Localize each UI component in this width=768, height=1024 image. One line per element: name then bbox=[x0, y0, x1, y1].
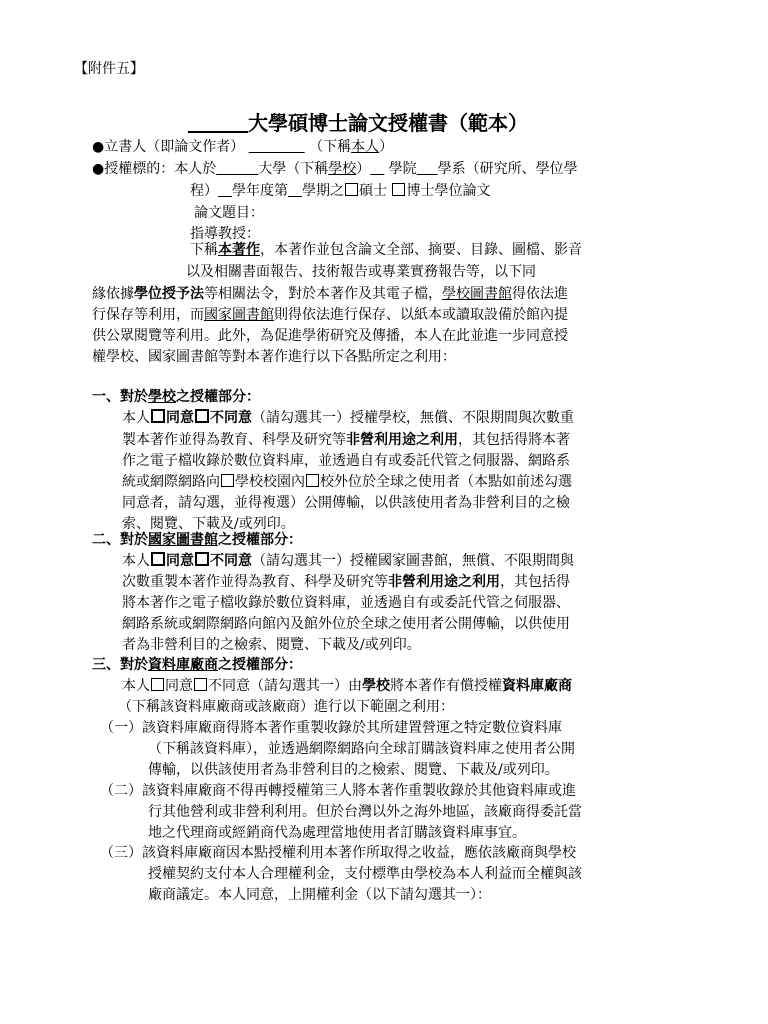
sec1-agree-label: 同意 bbox=[166, 410, 194, 426]
sec1-l2a: 製本著作並得為教育、科學及研究等 bbox=[122, 432, 346, 448]
sec1-campus-label: 學校校園內 bbox=[235, 474, 305, 490]
section-3-heading bbox=[92, 655, 302, 675]
advisor-label: 指導教授： bbox=[190, 226, 260, 242]
sec1-l4c: 校外位於全球之使用者（本點如前述勾選 bbox=[320, 474, 572, 490]
sec3-line-1 bbox=[122, 676, 572, 696]
sec2-line-2 bbox=[122, 572, 570, 592]
sec1-line-2 bbox=[122, 430, 570, 450]
sec1-l2c: ，其包括得將本著 bbox=[458, 432, 570, 448]
intro-l1a: 緣依據 bbox=[92, 286, 134, 302]
sec3-head-a: 三、對於 bbox=[92, 657, 148, 673]
section-1-heading bbox=[92, 387, 260, 407]
attachment-label: 【附件五】 bbox=[74, 61, 144, 77]
sec2-agree-label: 同意 bbox=[166, 553, 194, 569]
sec1-line-3: 作之電子檔收錄於數位資料庫，並透過自有或委託代管之伺服器、網路系 bbox=[122, 453, 570, 469]
sec1-line-1 bbox=[122, 408, 574, 428]
sec2-l1b: （請勾選其一）授權國家圖書館，無償、不限期間與 bbox=[252, 553, 574, 569]
sec1-line-4 bbox=[122, 472, 572, 492]
intro-line-1 bbox=[92, 284, 568, 304]
subject-l2e: 學期之 bbox=[302, 183, 344, 199]
sec1-campus-checkbox[interactable] bbox=[221, 474, 234, 487]
sec3-item3-line2: 授權契約支付本人合理權利金，支付標準由學校為本人利益而全權與該 bbox=[148, 866, 582, 882]
sec3-school: 學校 bbox=[362, 678, 390, 694]
sec1-offcampus-checkbox[interactable] bbox=[306, 474, 319, 487]
sec2-line-3: 將本著作之電子檔收錄於數位資料庫，並透過自有或委託代管之伺服器、 bbox=[122, 595, 570, 611]
def-a: 下稱 bbox=[190, 242, 218, 258]
title-text: 大學碩博士論文授權書（範本） bbox=[248, 111, 528, 135]
intro-line-2 bbox=[92, 305, 568, 325]
grantor-suffix-c: ） bbox=[379, 139, 394, 155]
intro-school-library: 學校圖書館 bbox=[442, 286, 512, 302]
subject-line-1 bbox=[92, 159, 578, 179]
sec1-disagree-checkbox[interactable] bbox=[195, 409, 209, 423]
sec3-agree-label: 同意 bbox=[165, 678, 193, 694]
intro-line-4: 權學校、國家圖書館等對本著作進行以下各點所定之利用： bbox=[92, 349, 456, 365]
sec3-head-c: 之授權部分： bbox=[218, 657, 302, 673]
intro-l2c: 則得依法進行保存、以紙本或讀取設備於館內提 bbox=[274, 307, 568, 323]
doctor-checkbox[interactable] bbox=[392, 183, 405, 196]
sec1-line-6: 索、閱覽、下載及/或列印。 bbox=[122, 516, 295, 532]
sec3-l1d: 將本著作有償授權 bbox=[390, 678, 502, 694]
intro-l1c: 等相關法令，對於本著作及其電子檔， bbox=[204, 286, 442, 302]
def-c: ，本著作並包含論文全部、摘要、目錄、圖檔、影音 bbox=[260, 242, 582, 258]
subject-label: ●授權標的：本人於 bbox=[92, 161, 217, 177]
subject-department: 學系（研究所、學位學 bbox=[437, 161, 578, 177]
semester-blank bbox=[288, 183, 302, 199]
page-title bbox=[188, 113, 528, 133]
department-blank bbox=[417, 161, 438, 177]
sec2-line-4: 網路系統或網際網路向館內及館外位於全球之使用者公開傳輸，以供使用 bbox=[122, 616, 570, 632]
sec2-head-library: 國家圖書館 bbox=[148, 532, 218, 548]
subject-school: 學校 bbox=[328, 161, 357, 177]
grantor-suffix-a: （下稱 bbox=[309, 139, 352, 155]
subject-t1b: ） bbox=[356, 161, 371, 177]
sec1-l1b: （請勾選其一）授權學校，無償、不限期間與次數重 bbox=[252, 410, 574, 426]
college-blank bbox=[370, 161, 384, 177]
master-checkbox[interactable] bbox=[345, 183, 358, 196]
sec1-line-5: 同意者，請勾選，並得複選）公開傳輸，以供該使用者為非營利目的之檢 bbox=[122, 495, 570, 511]
subject-l2c: 學年度第 bbox=[232, 183, 288, 199]
sec3-item2-line1: （二）該資料庫廠商不得再轉授權第三人將本著作重製收錄於其他資料庫或進 bbox=[100, 783, 576, 799]
sec3-self: 本人 bbox=[122, 678, 150, 694]
sec3-head-vendor: 資料庫廠商 bbox=[148, 657, 218, 673]
sec3-item3-line1: （三）該資料庫廠商因本點授權利用本著作所取得之收益，應依該廠商與學校 bbox=[100, 845, 576, 861]
intro-degree-act: 學位授予法 bbox=[134, 286, 204, 302]
sec2-line-1 bbox=[122, 551, 574, 571]
subject-college: 學院 bbox=[384, 161, 417, 177]
sec2-line-5: 者為非營利目的之檢索、閱覽、下載及/或列印。 bbox=[122, 637, 421, 653]
sec1-nonprofit: 非營利用途之利用 bbox=[346, 432, 458, 448]
sec3-item1-line2: （下稱該資料庫），並透過網際網路向全球訂購該資料庫之使用者公開 bbox=[148, 741, 575, 757]
sec1-self: 本人 bbox=[122, 410, 150, 426]
sec3-disagree-label: 不同意 bbox=[208, 678, 250, 694]
sec3-item1-line3: 傳輸，以供該使用者為非營利目的之檢索、閱覽、下載及/或列印。 bbox=[148, 762, 559, 778]
sec1-head-school: 學校 bbox=[148, 389, 176, 405]
def-work: 本著作 bbox=[218, 242, 260, 258]
sec3-disagree-checkbox[interactable] bbox=[194, 678, 207, 691]
sec2-agree-checkbox[interactable] bbox=[151, 552, 165, 566]
sec2-head-c: 之授權部分： bbox=[218, 532, 302, 548]
subject-line-2 bbox=[190, 181, 490, 201]
intro-l1e: 得依法進 bbox=[512, 286, 568, 302]
sec2-nonprofit: 非營利用途之利用 bbox=[388, 574, 500, 590]
subject-l2a: 程） bbox=[190, 183, 218, 199]
year-blank bbox=[218, 183, 232, 199]
grantor-line bbox=[92, 137, 393, 157]
sec3-item3-line3: 廠商議定。本人同意，上開權利金（以下請勾選其一）： bbox=[148, 887, 491, 903]
thesis-title-label: 論文題目： bbox=[194, 205, 264, 221]
sec3-item1-line1: （一）該資料庫廠商得將本著作重製收錄於其所建置營運之特定數位資料庫 bbox=[100, 720, 562, 736]
work-definition-line-1 bbox=[190, 240, 582, 260]
work-definition-line-2: 以及相關書面報告、技術報告或專業實務報告等，以下同 bbox=[186, 264, 536, 280]
sec3-line-2: （下稱該資料庫廠商或該廠商）進行以下範圍之利用： bbox=[118, 699, 454, 715]
doctor-label: 博士學位論文 bbox=[406, 183, 491, 199]
grantor-name-blank bbox=[249, 139, 305, 155]
sec2-disagree-checkbox[interactable] bbox=[195, 552, 209, 566]
sec1-disagree-label: 不同意 bbox=[210, 410, 252, 426]
title-school-blank bbox=[188, 111, 248, 135]
section-2-heading bbox=[92, 530, 302, 550]
university-blank bbox=[216, 161, 258, 177]
subject-t1: 大學（下稱 bbox=[258, 161, 329, 177]
intro-line-3: 供公眾閱覽等利用。此外，為促進學術研究及傳播，本人在此並進一步同意授 bbox=[92, 328, 568, 344]
sec2-l2a: 次數重製本著作並得為教育、科學及研究等 bbox=[122, 574, 388, 590]
sec3-item2-line3: 地之代理商或經銷商代為處理當地使用者訂購該資料庫事宜。 bbox=[148, 825, 526, 841]
sec3-item2-line2: 行其他營利或非營利利用。但於台灣以外之海外地區，該廠商得委託當 bbox=[148, 804, 582, 820]
sec2-self: 本人 bbox=[122, 553, 150, 569]
sec2-l2c: ，其包括得 bbox=[500, 574, 570, 590]
sec1-l4a: 統或網際網路向 bbox=[122, 474, 220, 490]
sec2-disagree-label: 不同意 bbox=[210, 553, 252, 569]
grantor-suffix-self: 本人 bbox=[351, 139, 380, 155]
intro-l2a: 行保存等利用，而 bbox=[92, 307, 204, 323]
grantor-label: ●立書人（即論文作者） bbox=[92, 139, 245, 155]
sec1-agree-checkbox[interactable] bbox=[151, 409, 165, 423]
sec3-vendor: 資料庫廠商 bbox=[502, 678, 572, 694]
sec3-l1b: （請勾選其一）由 bbox=[250, 678, 362, 694]
sec3-agree-checkbox[interactable] bbox=[151, 678, 164, 691]
master-label: 碩士 bbox=[359, 183, 392, 199]
sec1-head-c: 之授權部分： bbox=[176, 389, 260, 405]
intro-national-library: 國家圖書館 bbox=[204, 307, 274, 323]
sec1-head-a: 一、對於 bbox=[92, 389, 148, 405]
sec2-head-a: 二、對於 bbox=[92, 532, 148, 548]
